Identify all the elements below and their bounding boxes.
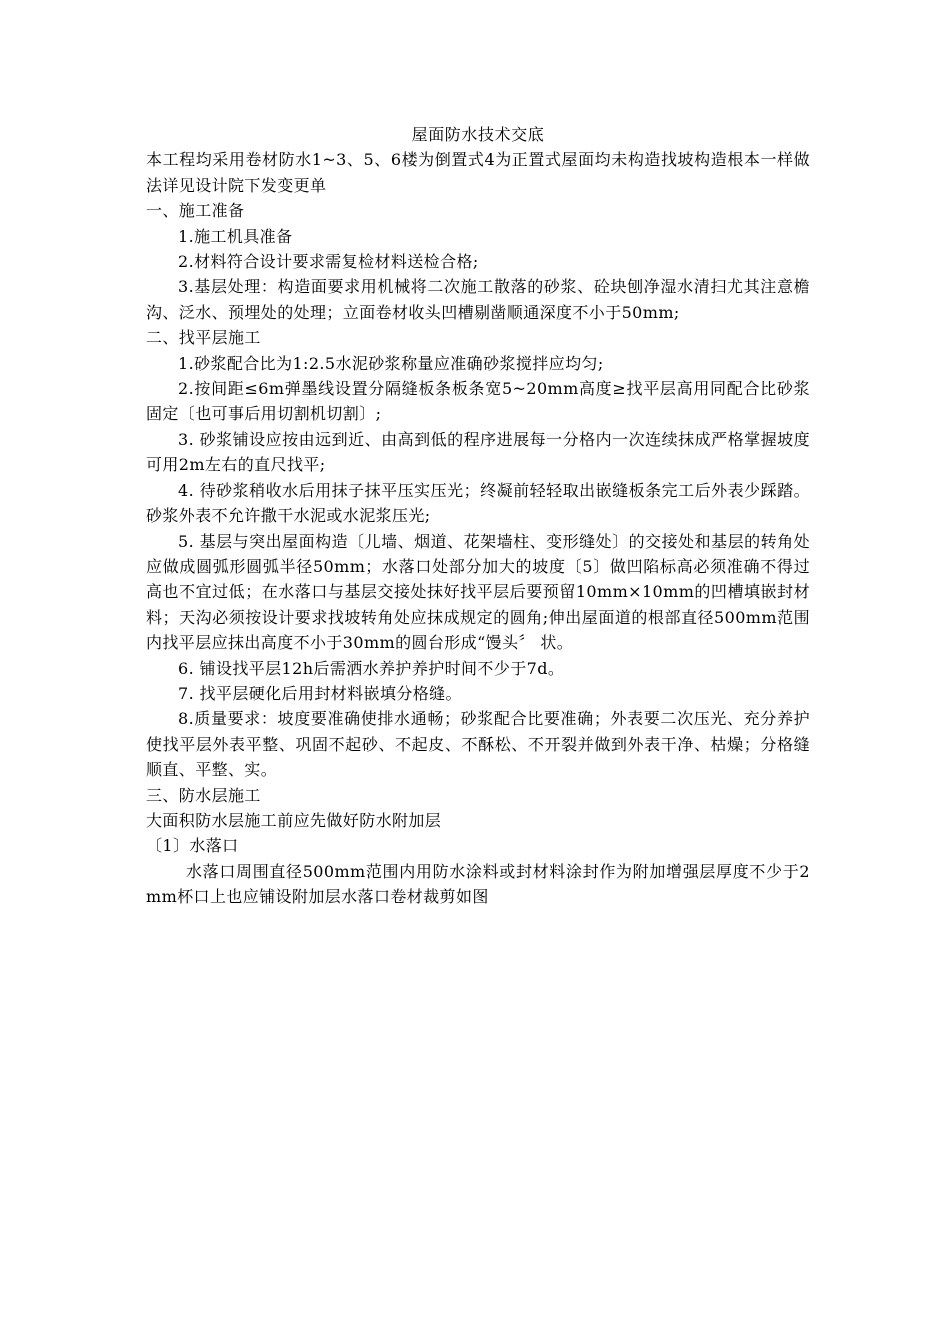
list-item: 1.砂浆配合比为1:2.5水泥砂浆称量应准确砂浆搅拌应均匀; xyxy=(178,353,604,373)
intro-paragraph: 本工程均采用卷材防水1~3、5、6楼为倒置式4为正置式屋面均未构造找坡构造根本一样做法详见设计院下发变更单 xyxy=(146,150,810,195)
subsection-body: 水落口周围直径500mm范围内用防水涂料或封材料涂封作为附加增强层厚度不少于2mm杯口上也应铺设附加层水落口卷材裁剪如图 xyxy=(146,861,810,907)
list-item: 4. 待砂浆稍收水后用抹子抹平压实压光；终凝前轻轻取出嵌缝板条完工后外表少踩踏。砂浆外表不允许撒干水泥或水泥浆压光; xyxy=(146,480,810,526)
list-item: 2.按间距≤6m弹墨线设置分隔缝板条板条宽5~20mm高度≥找平层高用同配合比砂浆固定〔也可事后用切割机切割〕; xyxy=(146,379,810,424)
section-heading-preparation: 一、施工准备 xyxy=(146,201,245,221)
list-item: 1.施工机具准备 xyxy=(178,226,293,246)
list-item: 8.质量要求：坡度要准确使排水通畅；砂浆配合比要准确；外表要二次压光、充分养护使找平层外表平整、巩固不起砂、不起皮、不酥松、不开裂并做到外表干净、枯燥；分格缝顺直、平整、实。 xyxy=(146,709,810,780)
list-item: 3.基层处理：构造面要求用机械将二次施工散落的砂浆、砼块刨净湿水清扫尤其注意檐沟、泛水、预埋处的处理；立面卷材收头凹槽剔凿顺通深度不小于50mm; xyxy=(146,277,810,322)
list-item: 5. 基层与突出屋面构造〔儿墙、烟道、花架墙柱、变形缝处〕的交接处和基层的转角处应做成圆弧形圆弧半径50mm；水落口处部分加大的坡度〔5〕做凹陷标高必须准确不得过高也不宜过低；在水落口与基层交接处抹好找平层后要预留10mm×10mm的凹槽填嵌封材料；天沟必须按设计要求找坡转角处应抹成规定的圆角;伸出屋面道的根部直径500mm范围内找平层应抹出高度不小于30mm的圆台形成“馒头〞 状。 xyxy=(146,531,810,653)
section-heading-leveling-layer: 二、找平层施工 xyxy=(146,328,261,348)
document-body xyxy=(146,122,810,910)
list-item: 7. 找平层硬化后用封材料嵌填分格缝。 xyxy=(178,683,462,703)
list-item: 2.材料符合设计要求需复检材料送检合格; xyxy=(178,252,479,272)
list-item: 6. 铺设找平层12h后需洒水养护养护时间不少于7d。 xyxy=(178,658,565,678)
subsection-heading-drain: 〔1〕水落口 xyxy=(146,836,239,856)
list-item: 3. 砂浆铺设应按由远到近、由高到低的程序进展每一分格内一次连续抹成严格掌握坡度可用2m左右的直尺找平; xyxy=(146,429,810,475)
section-heading-waterproof-layer: 三、防水层施工 xyxy=(146,785,261,805)
document-title: 屋面防水技术交底 xyxy=(411,125,545,144)
section-intro: 大面积防水层施工前应先做好防水附加层 xyxy=(146,810,442,830)
